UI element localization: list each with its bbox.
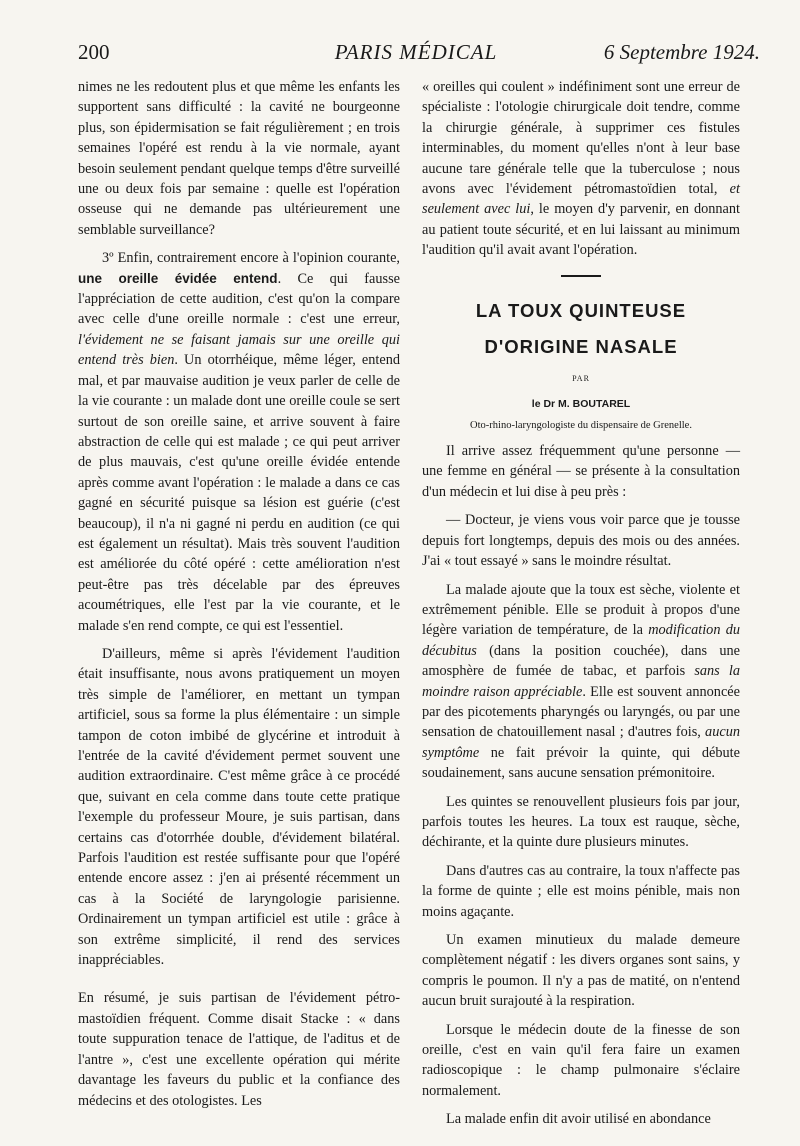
article-title-line2: D'ORIGINE NASALE	[484, 335, 678, 357]
section-divider	[561, 275, 601, 277]
emphasis-italic: l'évidement ne se faisant jamais sur une oreille qui entend très bien	[78, 331, 400, 369]
right-column	[422, 77, 740, 1138]
affiliation: Oto-rhino-laryngologiste du dispensaire de Grenelle.	[470, 420, 692, 432]
paragraph: D'ailleurs, même si après l'évidement l'audition était insuffisante, nous avons pratiquement un moyen très simple de l'améliorer, en mettant un tympan artificiel, sous sa forme la plus élémentaire : un simple tampon de coton imbibé de glycérine et introduit à l'entrée de la cavité d'évidement permet souvent une audition extraordinaire. C'est même grâce à ce procédé que, suivant en cela comme dans toute cette pratique l'exemple du professeur Moure, je suis partisan, dans certains cas d'otorrhée double, d'évidement bilatéral. Parfois l'audition est restée suffisante pour que l'opéré entende encore assez : j'en ai présenté récemment un cas à la Société de laryngologie parisienne. Ordinairement un tympan artificiel est utile : grâce à son extrême simplicité, il rend des services inappréciables.	[78, 645, 400, 969]
author: le Dr M. BOUTAREL	[531, 398, 631, 411]
emphasis-italic: sans la moindre raison appréciable	[422, 663, 740, 700]
journal-title: PARIS MÉDICAL	[334, 40, 498, 64]
paragraph: En résumé, je suis partisan de l'évidement pétro-mastoïdien fréquent. Comme disait Stacke : « dans toute suppuration tenace de l'attique, de l'aditus et de l'antre », c'est une excellente opération qui mérite davantage les faveurs du public et la confiance des médecins et des otologistes. Les	[78, 990, 400, 1109]
issue-date: 6 Septembre 1924.	[603, 40, 760, 64]
page-number: 200	[78, 40, 110, 64]
paragraph: nimes ne les redoutent plus et que même les enfants les supportent sans difficulté : la cavité ne bourgeonne plus, son épidermisation se fait régulièrement ; en trois semaines l'opéré est rendu à la vie normale, ayant besoin seulement pendant quelque temps d'être surveillé une ou deux fois par semaine : quelle est l'opération osseuse qui ne demande pas ultérieurement une semblable surveillance?	[78, 79, 400, 238]
paragraph: 3º Enfin, contrairement encore à l'opinion courante, une oreille évidée entend. Ce qui fausse l'appréciation de cette audition, c'est qu'on la compare avec celle d'une oreille normale : c'est une erreur, l'évidement ne se faisant jamais sur une oreille qui entend très bien. Un otorrhéique, même léger, entend mal, et par mauvaise audition je veux parler de celle de la vie courante : un malade dont une oreille coule se sert surtout de son oreille saine, et arrive souvent à faire abstraction de celle qui est malade ; ce qui peut arriver de plus mauvais, c'est qu'une oreille évidée entende après comme avant l'opération : le malade a dans ce cas gagné en sécurité puisque sa lésion est guérie (c'est beaucoup), il n'a ni gagné ni perdu en audition (ce qui est également un résultat). Mais très souvent l'audition est améliorée du côté opéré : cette amélioration n'est peut-être pas très décelable par des épreuves acoumétriques, elle l'est par la vie courante, et le malade s'en rend compte, ce qui est l'essentiel.	[78, 250, 400, 634]
paragraph: Il arrive assez fréquemment qu'une personne — une femme en général — se présente à la consultation d'un médecin et lui dise à peu près :	[422, 443, 740, 500]
paragraph: — Docteur, je viens vous voir parce que je tousse depuis fort longtemps, depuis des mois ou des années. J'ai « tout essayé » sans le moindre résultat.	[422, 512, 740, 570]
left-column	[78, 77, 400, 1119]
paragraph: Les quintes se renouvellent plusieurs fois par jour, parfois toutes les heures. La toux est rauque, sèche, déchirante, et la quinte dure plusieurs minutes.	[422, 793, 740, 851]
article-title-line1: LA TOUX QUINTEUSE	[475, 299, 687, 321]
paragraph: Lorsque le médecin doute de la finesse de son oreille, c'est en vain qu'il fera faire un examen radioscopique : le champ pulmonaire s'éclaire normalement.	[422, 1021, 740, 1099]
paragraph: « oreilles qui coulent » indéfiniment sont une erreur de spécialiste : l'otologie chirurgicale doit tendre, comme la chirurgie générale, à supprimer ces fistules interminables, du moment qu'elles n'ont à leur base aucune tare générale telle que la tuberculose ; nous avons avec l'évidement pétromastoïdien total, et seulement avec lui, le moyen d'y parvenir, en donnant au patient toute sécurité, et en lui laissant au minimum l'audition qu'il avait avant l'opération.	[422, 79, 741, 259]
emphasis-bold: une oreille évidée entend	[78, 270, 278, 286]
byline-par: PAR	[572, 373, 590, 383]
emphasis-italic: modification du décubitus	[422, 622, 740, 659]
paragraph: Dans d'autres cas au contraire, la toux n'affecte pas la forme de quinte ; elle est moins pénible, mais non moins agaçante.	[422, 862, 740, 920]
paragraph: Un examen minutieux du malade demeure complètement négatif : les divers organes sont sains, y compris le poumon. Il n'y a pas de matité, on n'entend aucun bruit surajouté à la respiration.	[422, 932, 740, 1010]
emphasis-italic: aucun symptôme	[422, 724, 740, 761]
page-header	[72, 40, 760, 68]
paragraph: La malade ajoute que la toux est sèche, violente et extrêmement pénible. Elle se produit à propos d'une légère variation de température, de la modification du décubitus (dans la position couchée), dans une amosphère de fumée de tabac, et parfois sans la moindre raison appréciable. Elle est souvent annoncée par des picotements pharyngés ou laryngés, ou par une sensation de chatouillement nasal ; d'autres fois, aucun symptôme ne fait prévoir la quinte, qui débute soudainement, sans aucune sensation prémonitoire.	[422, 581, 740, 782]
emphasis-italic: et seulement avec lui	[422, 181, 740, 218]
paragraph: La malade enfin dit avoir utilisé en abondance	[446, 1111, 711, 1128]
